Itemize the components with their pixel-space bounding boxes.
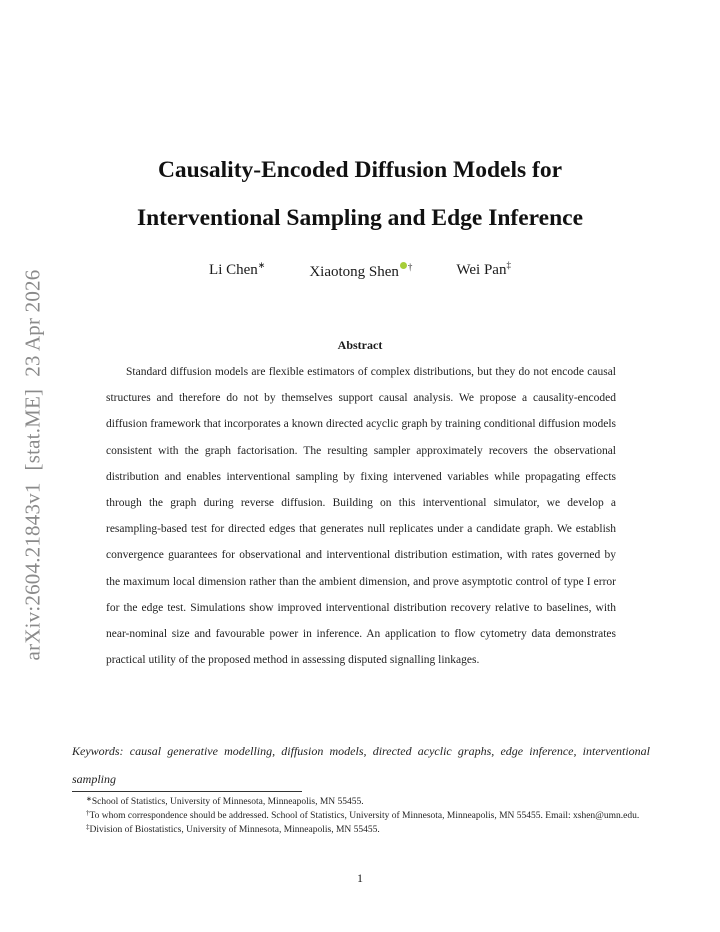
author-footnote-mark: ‡ (506, 260, 511, 270)
footnote-divider (72, 791, 302, 792)
abstract-text: Standard diffusion models are flexible estimators of complex distributions, but they do not encode causal structures and therefore do not by themselves support causal analysis. We propose a causality-encoded diffusion framework that incorporates a known directed acyclic graph by training conditional diffusion models consistent with the graph factorisation. The resulting sampler approximately recovers the observational distribution and enables interventional sampling by fixing intervened variables while propagating effects through the graph during reverse diffusion. Building on this interventional simulator, we develop a resampling-based test for directed edges that generates null replicates under a candidate graph. We establish convergence guarantees for observational and interventional distribution estimation, with rates governed by the maximum local dimension rather than the ambient dimension, and prove asymptotic control of type I error for the edge test. Simulations show improved interventional distribution recovery relative to baselines, with near-nominal size and favourable power in inference. An application to flow cytometry data demonstrates practical utility of the proposed method in assessing disputed signalling linkages. (106, 366, 616, 667)
paper-title (60, 146, 660, 242)
footnote-mark: ‡ (86, 823, 90, 831)
author-name: Li Chen (209, 262, 258, 278)
orcid-icon[interactable] (400, 262, 407, 269)
author-list (0, 262, 720, 281)
abstract-heading: Abstract (337, 338, 383, 352)
author-xiaotong-shen (309, 262, 412, 281)
author-li-chen (209, 262, 265, 281)
author-name: Wei Pan (456, 262, 507, 278)
arxiv-sidebar-stamp (21, 270, 46, 661)
keywords-section (72, 737, 650, 793)
footnote-mark: ∗ (86, 795, 92, 803)
footnote-text: To whom correspondence should be addressed. School of Statistics, University of Minnesota, Minneapolis, MN 55455. Email: xshen@umn.edu. (89, 811, 640, 821)
page-number: 1 (357, 871, 363, 885)
keywords-text: causal generative modelling, diffusion models, directed acyclic graphs, edge inference, interventional sampling (72, 744, 651, 786)
author-footnote-mark: † (407, 262, 413, 272)
footnotes (72, 795, 652, 837)
author-footnote-mark: ∗ (257, 260, 266, 270)
author-name: Xiaotong Shen (309, 264, 399, 280)
keywords-label: Keywords: (72, 744, 124, 758)
footnote-item (72, 795, 652, 809)
arxiv-category: [stat.ME] (20, 388, 45, 471)
title-line-1: Causality-Encoded Diffusion Models for (157, 157, 563, 183)
arxiv-id: arXiv:2604.21843v1 (20, 482, 45, 661)
author-wei-pan (456, 262, 511, 281)
footnote-mark: † (86, 809, 90, 817)
footnote-text: School of Statistics, University of Minnesota, Minneapolis, MN 55455. (91, 797, 364, 807)
footnote-item (72, 823, 652, 837)
arxiv-date: 23 Apr 2026 (20, 269, 45, 377)
footnote-item (72, 809, 652, 823)
footnote-text: Division of Biostatistics, University of Minnesota, Minneapolis, MN 55455. (89, 825, 380, 835)
title-line-2: Interventional Sampling and Edge Inference (136, 205, 584, 231)
